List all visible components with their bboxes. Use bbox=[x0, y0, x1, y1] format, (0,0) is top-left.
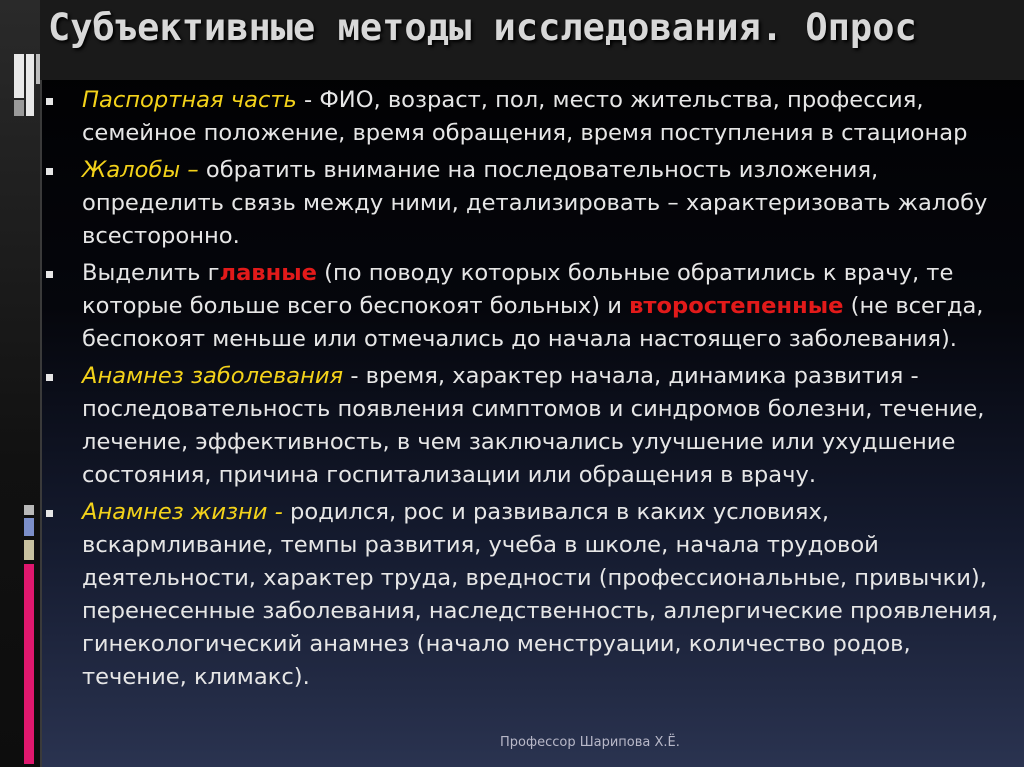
list-item-main-secondary bbox=[44, 257, 1020, 356]
list-item-disease-history bbox=[44, 360, 1020, 492]
decor-block-top-4 bbox=[36, 54, 40, 84]
decor-block-mid-3 bbox=[24, 540, 34, 560]
footer-author: Профессор Шарипова Х.Ё. bbox=[500, 735, 680, 750]
item-text-part-1: Выделить г bbox=[82, 260, 220, 286]
item-text: обратить внимание на последовательность изложения, определить связь между ними, детализировать – характеризовать жалобу всесторонно. bbox=[82, 157, 988, 249]
list-item-complaints bbox=[44, 154, 1020, 253]
bullet-square-icon bbox=[46, 168, 53, 175]
item-text: - время, характер начала, динамика развития - последовательность появления симптомов и синдромов болезни, течение, лечение, эффективность, в чем заключались улучшение или ухудшение состояния, причина госпитализации или обращения в врачу. bbox=[82, 363, 985, 488]
item-highlight-main: лавные bbox=[219, 260, 317, 286]
item-text: родился, рос и развивался в каких условиях, вскармливание, темпы развития, учеба в школе, начала трудовой деятельности, характер труда, вредности (профессиональные, привычки), перенесенные заболевания, наследственность, аллергические проявления, гинекологический анамнез (начало менструации, количество родов, течение, климакс). bbox=[82, 499, 999, 690]
item-highlight-secondary: второстепенные bbox=[629, 293, 844, 319]
item-term: Жалобы – bbox=[82, 157, 199, 183]
page-title: Субъективные методы исследования. Опрос bbox=[48, 6, 917, 49]
item-term: Анамнез заболевания bbox=[82, 363, 344, 389]
bullet-square-icon bbox=[46, 374, 53, 381]
bullet-square-icon bbox=[46, 271, 53, 278]
decor-block-top-3 bbox=[14, 100, 24, 116]
decor-block-top-2 bbox=[26, 54, 34, 116]
list-item-life-history bbox=[44, 496, 1020, 694]
item-text-part-3: (не всегда, беспокоят меньше или отмечались до начала настоящего заболевания). bbox=[82, 293, 984, 352]
bullet-list bbox=[44, 84, 1020, 698]
decor-block-mid-1 bbox=[24, 505, 34, 515]
bullet-square-icon bbox=[46, 510, 53, 517]
item-text-part-2: (по поводу которых больные обратились к врачу, те которые больше всего беспокоят больных) и bbox=[82, 260, 954, 319]
decor-magenta-bar bbox=[24, 564, 34, 764]
sidebar-divider bbox=[40, 80, 42, 767]
decor-block-mid-2 bbox=[24, 518, 34, 536]
item-text: - ФИО, возраст, пол, место жительства, профессия, семейное положение, время обращения, время поступления в стационар bbox=[82, 87, 968, 146]
bullet-square-icon bbox=[46, 98, 53, 105]
item-term: Анамнез жизни - bbox=[82, 499, 283, 525]
item-term: Паспортная часть bbox=[82, 87, 297, 113]
list-item-passport bbox=[44, 84, 1020, 150]
decor-block-top-1 bbox=[14, 54, 24, 98]
